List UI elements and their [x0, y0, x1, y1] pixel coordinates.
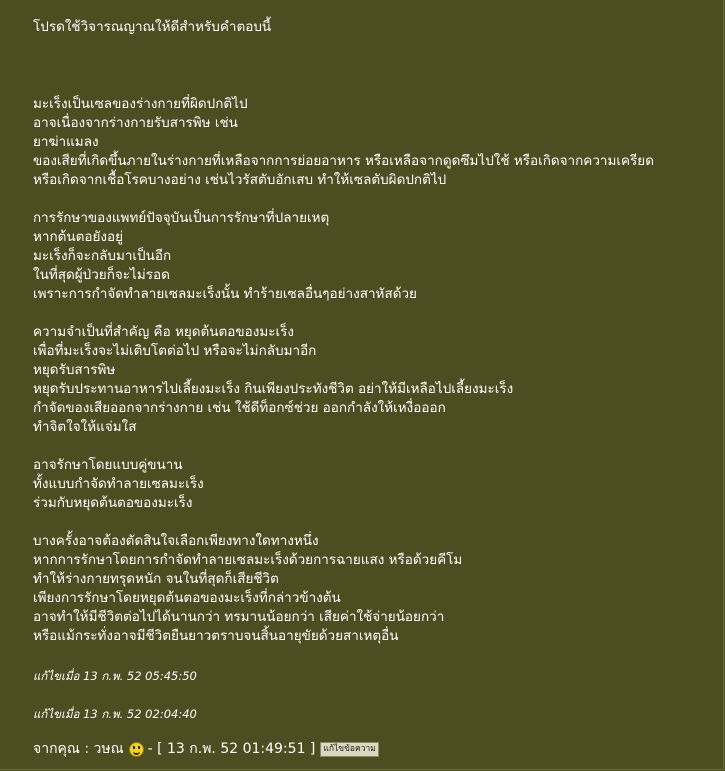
- post-line: เพราะการกำจัดทำลายเซลมะเร็งนั้น ทำร้ายเซลอื่นๆอย่างสาหัสด้วย: [33, 286, 417, 302]
- post-line: การรักษาของแพทย์ปัจจุบันเป็นการรักษาที่ปลายเหตุ: [33, 210, 330, 226]
- post-line: หากต้นตอยังอยู่: [33, 229, 124, 245]
- post-line: ยาฆ่าแมลง: [33, 134, 99, 150]
- post-line: ร่วมกับหยุดต้นตอของมะเร็ง: [33, 495, 193, 511]
- post-intro-block: [33, 18, 725, 37]
- post-line: กำจัดของเสียออกจากร่างกาย เช่น ใช้ดีท็อกซ์ช่วย ออกกำลังให้เหงื่อออก: [33, 400, 446, 416]
- post-line: หยุดรับประทานอาหารไปเลี้ยงมะเร็ง กินเพียงประทังชีวิต อย่าให้มีเหลือไปเลี้ยงมะเร็ง: [33, 381, 514, 397]
- edit-note-1: แก้ไขเมื่อ 13 ก.พ. 52 05:45:50: [33, 669, 197, 683]
- post-line: อาจทำให้มีชีวิตต่อไปได้นานกว่า ทรมานน้อยกว่า เสียค่าใช้จ่ายน้อยกว่า: [33, 609, 445, 625]
- smiley-icon: [129, 742, 144, 757]
- post-line: หากการรักษาโดยการกำจัดทำลายเซลมะเร็งด้วยการฉายแสง หรือด้วยคีโม: [33, 552, 463, 568]
- post-line: มะเร็งเป็นเซลของร่างกายที่ผิดปกติไป: [33, 96, 248, 112]
- post-line: อาจเนื่องจากร่างกายรับสารพิษ เช่น: [33, 115, 238, 131]
- post-line: หยุดรับสารพิษ: [33, 362, 116, 378]
- paragraph-spacer: [33, 190, 654, 209]
- paragraph-spacer: [33, 513, 654, 532]
- paragraph-spacer: [33, 437, 654, 456]
- post-line: ทำจิตใจให้แจ่มใส: [33, 419, 137, 435]
- post-line: ความจำเป็นที่สำคัญ คือ หยุดต้นตอของมะเร็ง: [33, 324, 294, 340]
- post-date: - [ 13 ก.พ. 52 01:49:51 ]: [147, 741, 316, 757]
- author-label: จากคุณ : วษณ: [33, 741, 124, 757]
- edit-note-2: แก้ไขเมื่อ 13 ก.พ. 52 02:04:40: [33, 707, 197, 721]
- post-footer: [33, 738, 379, 760]
- post-body: [33, 95, 654, 646]
- post-line: เพื่อที่มะเร็งจะไม่เติบโตต่อไป หรือจะไม่กลับมาอีก: [33, 343, 317, 359]
- post-line: ทำให้ร่างกายทรุดหนัก จนในที่สุดก็เสียชีวิต: [33, 571, 279, 587]
- post-line: บางครั้งอาจต้องตัดสินใจเลือกเพียงทางใดทางหนึ่ง: [33, 533, 319, 549]
- post-line: ในที่สุดผู้ป่วยก็จะไม่รอด: [33, 267, 170, 283]
- post-intro: โปรดใช้วิจารณญาณให้ดีสำหรับคำตอบนี้: [33, 19, 272, 35]
- post-line: มะเร็งก็จะกลับมาเป็นอีก: [33, 248, 172, 264]
- post-line: อาจรักษาโดยแบบคู่ขนาน: [33, 457, 183, 473]
- edit-message-button[interactable]: แก้ไขข้อความ: [320, 742, 378, 757]
- post-line: ทั้งแบบกำจัดทำลายเซลมะเร็ง: [33, 476, 204, 492]
- post-line: หรือแม้กระทั่งอาจมีชีวิตยืนยาวตราบจนสิ้นอายุขัยด้วยสาเหตุอื่น: [33, 628, 399, 644]
- paragraph-spacer: [33, 304, 654, 323]
- post-line: หรือเกิดจากเชื้อโรคบางอย่าง เช่นไวรัสตับอักเสบ ทำให้เซลตับผิดปกติไป: [33, 172, 447, 188]
- post-line: ของเสียที่เกิดขึ้นภายในร่างกายที่เหลือจากการย่อยอาหาร หรือเหลือจากดูดซึมไปใช้ หรือเกิดจากความเครียด: [33, 153, 654, 169]
- post-line: เพียงการรักษาโดยหยุดต้นตอของมะเร็งที่กล่าวข้างต้น: [33, 590, 341, 606]
